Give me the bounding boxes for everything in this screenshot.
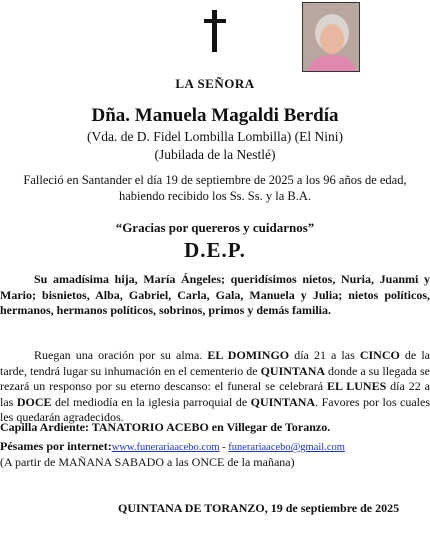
email-link[interactable]: funerariaacebo@gmail.com [228, 442, 345, 453]
subtitle-retired: (Jubilada de la Nestlé) [154, 147, 276, 162]
service-place-1: QUINTANA [260, 363, 326, 378]
death-notice-line-1: Falleció en Santander el día 19 de septiembre de 2025 a los 96 años de edad, [23, 173, 407, 187]
quote: “Gracias por quereros y cuidarnos” [115, 220, 315, 235]
family-text: Su amadísima hija, María Ángeles; queridísimos nietos, Nuria, Juanmi y Mario; bisnietos, Alba, Gabriel, Carla, Gala, Manuela y Julia; nietos políticos, hermanos, hermanos políticos, sobrinos, primos y demás familia. [0, 272, 430, 317]
condolences-label: Pésames por internet: [0, 439, 112, 453]
separator: - [219, 442, 229, 453]
service-text: día 21 a las [289, 348, 360, 362]
service-text: . Favores por los cuales les quedarán agradecidos. [0, 394, 430, 424]
footer-place-date: QUINTANA DE TORANZO, 19 de septiembre de 2025 [118, 501, 400, 515]
service-hour-2: DOCE [16, 394, 52, 409]
service-text: donde a su llegada se rezará un responso por su eterno descanso: el funeral se celebrará [0, 363, 430, 393]
service-text: de la tarde, tendrá lugar su inhumación en el cementerio de [0, 348, 430, 378]
dep-heading: D.E.P. [184, 238, 246, 262]
chapel-info: Capilla Ardiente: TANATORIO ACEBO en Villegar de Toranzo. [0, 420, 331, 434]
subtitle-widow: (Vda. de D. Fidel Lombilla Lombilla) (El Nini) [86, 129, 344, 144]
service-place-2: QUINTANA [250, 394, 316, 409]
condolences-line [0, 439, 345, 456]
death-notice [0, 172, 430, 204]
cross-icon [204, 10, 226, 52]
deceased-name: Dña. Manuela Magaldi Berdía [91, 105, 339, 126]
service-text: Ruegan una oración por su alma. [34, 348, 208, 362]
title-prefix: LA SEÑORA [175, 76, 255, 91]
service-day-2: EL LUNES [326, 379, 387, 393]
death-notice-line-2: habiendo recibido los Ss. Ss. y la B.A. [118, 189, 311, 203]
hours-note: (A partir de MAÑANA SABADO a las ONCE de la mañana) [0, 455, 295, 469]
service-text: día 22 a las [0, 379, 430, 409]
service-paragraph [0, 348, 430, 426]
service-hour-1: CINCO [359, 348, 400, 362]
website-link[interactable]: www.funerariaacebo.com [111, 442, 220, 453]
service-day-1: EL DOMINGO [207, 348, 290, 362]
family-paragraph [0, 272, 430, 319]
service-text: del mediodía en la iglesia parroquial de [51, 394, 251, 409]
deceased-photo [302, 2, 360, 72]
